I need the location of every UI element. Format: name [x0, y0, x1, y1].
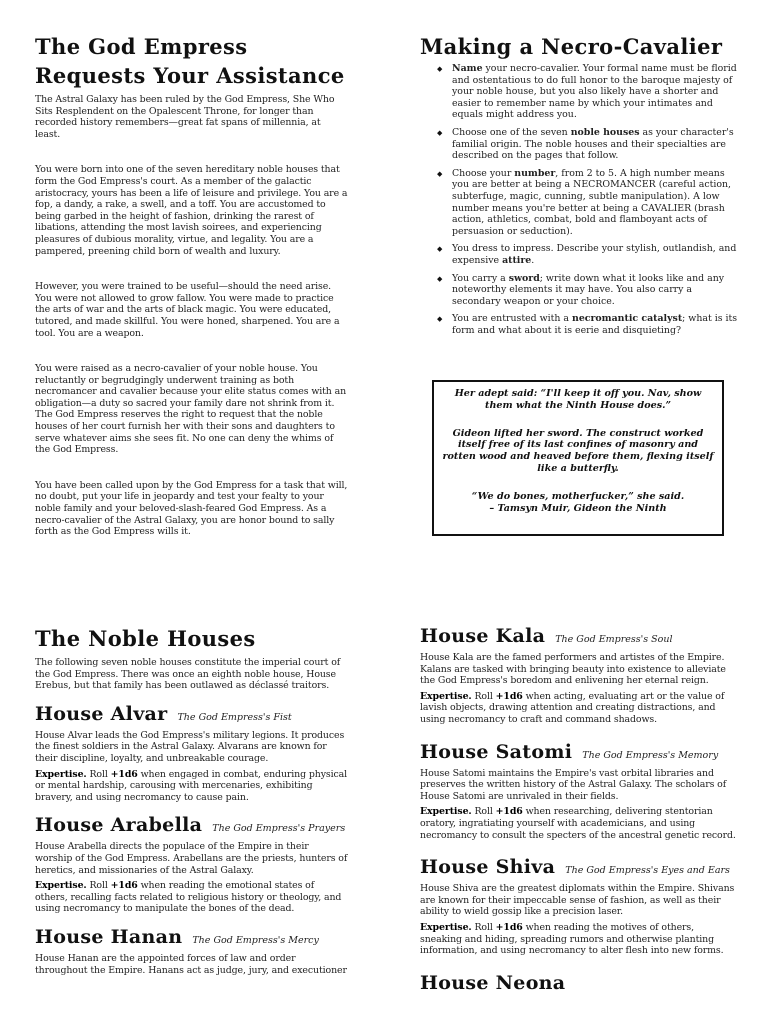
house-expertise: Expertise. Roll +1d6 when acting, evaluating art or the value of lavish objects, drawing attention and creating distractions, and using necromancy to craft and command shadows.: [420, 690, 725, 725]
making-list: [420, 63, 738, 336]
making-section: [420, 32, 738, 342]
house-description: House Alvar leads the God Empress's military legions. It produces the finest soldiers in the Astral Galaxy. Alvarans are known for their discipline, loyalty, and unbreakable courage.: [35, 729, 345, 764]
house-kala: [420, 624, 738, 726]
bullet-icon: ◆: [437, 128, 443, 137]
quote-line: “We do bones, motherfucker,” she said.: [471, 490, 685, 502]
bullet-icon: ◆: [437, 274, 443, 283]
house-expertise: Expertise. Roll +1d6 when researching, delivering stentorian oratory, ingratiating yourself with academicians, and using necromancy to consult the specters of the ancestral genetic record.: [420, 806, 736, 841]
intro-paragraph: You have been called upon by the God Empress for a task that will, no doubt, put your life in jeopardy and test your fealty to your noble family and your beloved-slash-feared God Empress. As a necro-cavalier of the Astral Galaxy, you are honor bound to sally forth as the God Empress wills it.: [35, 479, 348, 538]
list-item: ◆ Choose one of the seven noble houses as your character's familial origin. The noble houses and their specialties are described on the pages that follow.: [437, 126, 734, 162]
quote-line: Her adept said: “I'll keep it off you. Nav, show them what the Ninth House does.”: [454, 388, 702, 411]
list-item: ◆ Name your necro-cavalier. Your formal name must be florid and ostentatious to do full honor to the baroque majesty of your noble house, but you also likely have a shorter and easier to remember name by which your intimates and equals might address you.: [437, 63, 737, 121]
house-description: House Arabella directs the populace of the Empire in their worship of the God Empress. Arabellans are the priests, hunters of heretics, and missionaries of the Astral Galaxy.: [35, 841, 348, 876]
bullet-icon: ◆: [437, 65, 443, 73]
noble-houses-title: The Noble Houses: [35, 626, 256, 651]
house-shiva: [420, 855, 738, 957]
house-name: House Alvar: [35, 702, 168, 725]
house-alvar: [35, 702, 348, 804]
house-description: House Shiva are the greatest diplomats within the Empire. Shivans are known for their impeccable sense of fashion, as well as their ability to wield gossip like a precision laser.: [420, 883, 735, 918]
bullet-icon: ◆: [437, 245, 443, 254]
quote-box: [432, 380, 724, 536]
list-item: ◆ You dress to impress. Describe your stylish, outlandish, and expensive attire.: [437, 243, 737, 266]
bullet-icon: ◆: [437, 169, 443, 178]
house-arabella: [35, 813, 348, 915]
noble-houses-intro: The following seven noble houses constitute the imperial court of the God Empress. There was once an eighth noble house, House Erebus, but that family has been outlawed as déclassé traitors.: [35, 657, 341, 692]
house-subtitle: The God Empress's Fist: [177, 711, 292, 723]
list-item: ◆ You are entrusted with a necromantic catalyst; what is its form and what about it is eerie and disquieting?: [437, 313, 738, 336]
house-expertise: Expertise. Roll +1d6 when engaged in combat, enduring physical or mental hardship, carousing with mercenaries, exhibiting bravery, and using necromancy to cause pain.: [35, 768, 348, 803]
house-hanan: [35, 925, 348, 976]
house-satomi: [420, 740, 738, 842]
list-item: ◆ Choose your number, from 2 to 5. A high number means you are better at being a NECROMANCER (careful action, subterfuge, magic, cunning, subtle manipulation). A low number means you're better at being a CAVALIER (brash action, athletics, combat, bold and flamboyant acts of persuasion or seduction).: [437, 167, 731, 237]
list-item: ◆ You carry a sword; write down what it looks like and any noteworthy elements it may have. You also carry a secondary weapon or your choice.: [437, 272, 725, 307]
quote-attribution: – Tamsyn Muir, Gideon the Ninth: [489, 502, 667, 514]
intro-paragraph: The Astral Galaxy has been ruled by the God Empress, She Who Sits Resplendent on the Opalescent Throne, for longer than recorded history remembers—great fat spans of millennia, at least.: [35, 94, 335, 140]
house-name: House Neona: [420, 971, 566, 994]
house-expertise: Expertise. Roll +1d6 when reading the motives of others, sneaking and hiding, spreading rumors and otherwise planting information, and using necromancy to alter flesh into new forms.: [420, 921, 724, 957]
house-subtitle: The God Empress's Mercy: [192, 934, 319, 946]
house-subtitle: The God Empress's Soul: [555, 634, 673, 645]
intro-section: [35, 32, 348, 562]
house-name: House Arabella: [35, 814, 203, 837]
intro-paragraph: You were born into one of the seven hereditary noble houses that form the God Empress's court. As a member of the galactic aristocracy, yours has been a life of leisure and privilege. You are a fop, a dandy, a rake, a swell, and a toff. You are accustomed to being garbed in the height of fashion, drinking the rarest of libations, attending the most lavish soirees, and experiencing pleasures of dubious morality, virtue, and legality. You are a pampered, preening child born of wealth and luxury.: [35, 164, 348, 257]
house-description: House Kala are the famed performers and artistes of the Empire. Kalans are tasked with bringing beauty into existence to alleviate the God Empress's boredom and enlivening her eternal reign.: [420, 652, 726, 687]
house-subtitle: The God Empress's Prayers: [212, 823, 346, 835]
making-title: Making a Necro-Cavalier: [420, 34, 723, 59]
house-description: House Satomi maintains the Empire's vast orbital libraries and preserves the written history of the Astral Galaxy. The scholars of House Satomi are unrivaled in their fields.: [420, 767, 727, 802]
intro-paragraph: You were raised as a necro-cavalier of your noble house. You reluctantly or begrudgingly underwent training as both necromancer and cavalier because your elite status comes with an obligation—a duty so sacred your family dare not shrink from it. The God Empress reserves the right to request that the noble houses of her court furnish her with their sons and daughters to serve whatever aims she sees fit. No one can deny the whims of the God Empress.: [35, 363, 347, 456]
house-name: House Satomi: [420, 740, 573, 763]
house-subtitle: The God Empress's Memory: [582, 749, 719, 761]
house-name: House Shiva: [420, 856, 556, 879]
intro-title: The God Empress Requests Your Assistance: [35, 34, 345, 88]
quote-line: Gideon lifted her sword. The construct worked itself free of its last confines of masonry and rotten wood and heaved before them, flexing itself like a butterfly.: [442, 427, 714, 474]
house-subtitle: The God Empress's Eyes and Ears: [565, 865, 730, 877]
house-description: House Hanan are the appointed forces of law and order throughout the Empire. Hanans act as judge, jury, and executioner: [35, 952, 347, 976]
house-name: House Hanan: [35, 925, 183, 948]
house-name: House Kala: [420, 625, 546, 647]
bullet-icon: ◆: [437, 315, 443, 324]
house-expertise: Expertise. Roll +1d6 when reading the emotional states of others, recalling facts related to religious history or theology, and using necromancy to manipulate the bones of the dead.: [35, 880, 342, 915]
noble-houses-section: [35, 624, 348, 980]
noble-houses-continued: [420, 624, 738, 999]
house-neona-partial: [420, 971, 738, 995]
intro-paragraph: However, you were trained to be useful—should the need arise. You were not allowed to grow fallow. You were made to practice the arts of war and the arts of black magic. You were educated, tutored, and made skillful. You were honed, sharpened. You are a tool. You are a weapon.: [35, 281, 340, 339]
